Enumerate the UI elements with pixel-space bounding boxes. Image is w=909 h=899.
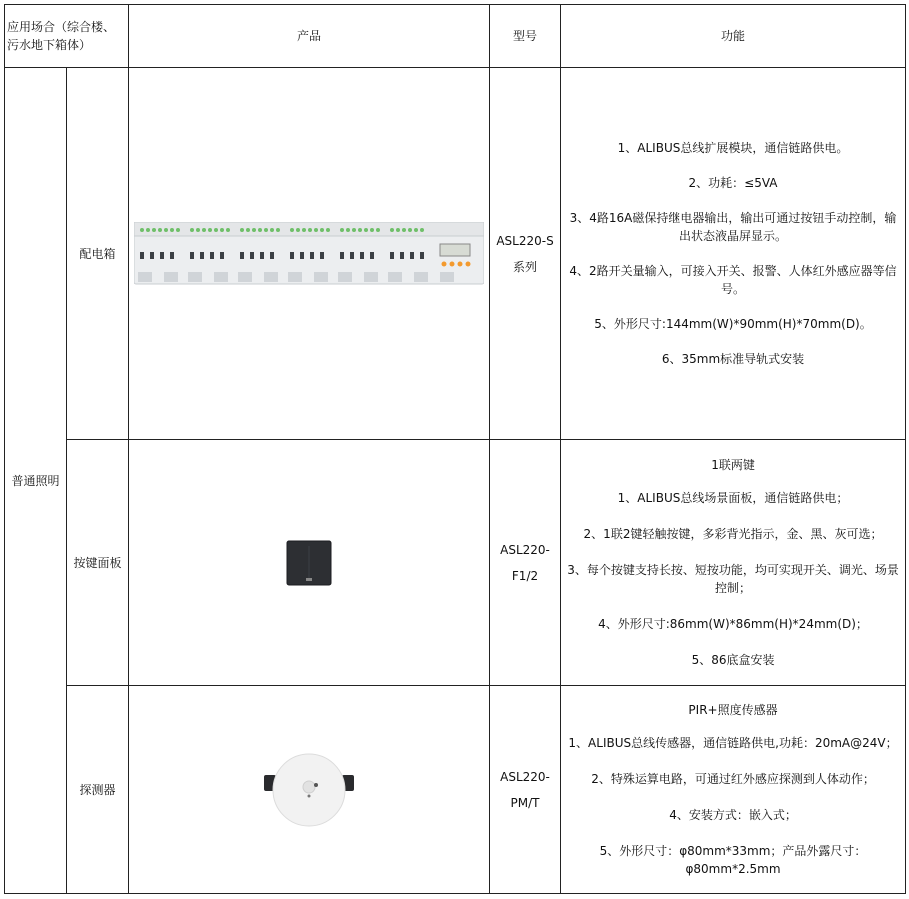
product-image-cell	[129, 68, 490, 440]
ceiling-sensor-image	[264, 753, 354, 827]
din-rail-module-image	[134, 222, 484, 286]
product-name: 配电箱	[67, 68, 129, 440]
product-table	[4, 4, 906, 894]
product-functions: 1联两键 1、ALIBUS总线场景面板，通信链路供电； 2、1联2键轻触按键，多彩背光指示，金、黑、灰可选； 3、每个按键支持长按、短按功能，均可实现开关、调光、场景控制； 4、外形尺寸:86mm(W)*86mm(H)*24mm(D)； 5、86底盒安装	[561, 440, 906, 686]
group-label: 普通照明	[5, 68, 67, 894]
header-product: 产品	[129, 5, 490, 68]
product-functions: PIR+照度传感器 1、ALIBUS总线传感器，通信链路供电,功耗：20mA@24V； 2、特殊运算电路，可通过红外感应探测到人体动作； 4、安装方式：嵌入式； 5、外形尺寸：φ80mm*33mm；产品外露尺寸：φ80mm*2.5mm	[561, 686, 906, 894]
header-application: 应用场合（综合楼、污水地下箱体）	[5, 5, 129, 68]
table-row	[5, 440, 906, 686]
product-image-cell	[129, 440, 490, 686]
product-name: 探测器	[67, 686, 129, 894]
product-model: ASL220- PM/T	[490, 686, 561, 894]
function-title: 1联两键	[711, 458, 755, 472]
table-row	[5, 68, 906, 440]
product-name: 按键面板	[67, 440, 129, 686]
button-panel-image	[286, 540, 332, 586]
product-model: ASL220- F1/2	[490, 440, 561, 686]
header-function: 功能	[561, 5, 906, 68]
product-model: ASL220-S 系列	[490, 68, 561, 440]
table-row	[5, 686, 906, 894]
product-image-cell	[129, 686, 490, 894]
header-model: 型号	[490, 5, 561, 68]
header-row	[5, 5, 906, 68]
product-functions: 1、ALIBUS总线扩展模块，通信链路供电。 2、功耗：≤5VA 3、4路16A磁保持继电器输出，输出可通过按钮手动控制，输出状态液晶屏显示。 4、2路开关量输入，可接入开关、报警、人体红外感应器等信号。 5、外形尺寸:144mm(W)*90mm(H)*70mm(D)。 6、35mm标准导轨式安装	[561, 68, 906, 440]
function-title: PIR+照度传感器	[688, 703, 778, 717]
